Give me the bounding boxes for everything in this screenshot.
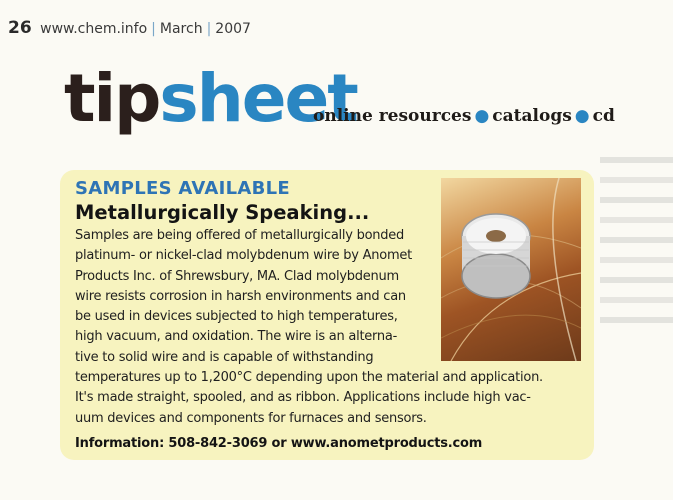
tagline-item: catalogs [492,106,572,126]
body-line: temperatures up to 1,200°C depending upon the material and application. [75,370,543,386]
body-line: Products Inc. of Shrewsbury, MA. Clad molybdenum [75,268,399,284]
article-body [75,226,590,429]
article-headline: Metallurgically Speaking... [75,201,370,224]
bullet-icon: ● [474,106,490,126]
page-header [8,18,251,38]
body-line: high vacuum, and oxidation. The wire is an alterna- [75,329,398,345]
body-line: tive to solid wire and is capable of withstanding [75,349,374,365]
header-divider: | [206,21,212,37]
body-line: be used in devices subjected to high temperatures, [75,309,398,325]
body-line: uum devices and components for furnaces and sensors. [75,410,427,426]
tipsheet-logo [64,60,357,140]
section-tagline [313,106,615,126]
site-url: www.chem.info [40,21,148,37]
logo-part-tip: tip [64,60,160,137]
body-line: Samples are being offered of metallurgically bonded [75,228,405,243]
header-divider: | [151,21,156,37]
issue-year: 2007 [215,21,251,37]
bleed-through-texture [600,150,673,470]
logo-part-sheet: sheet [159,60,357,137]
issue-month: March [159,21,203,37]
body-line: platinum- or nickel-clad molybdenum wire by Anomet [75,248,412,264]
bullet-icon: ● [574,106,590,126]
body-line: wire resists corrosion in harsh environments and can [75,288,406,304]
body-line: It's made straight, spooled, and as ribbon. Applications include high vac- [75,390,531,406]
article-kicker: SAMPLES AVAILABLE [75,178,291,199]
tagline-item: cd [592,106,615,126]
tagline-item: online resources [313,106,472,126]
page-number: 26 [8,18,32,38]
contact-information: Information: 508-842-3069 or www.anometproducts.com [75,436,483,451]
